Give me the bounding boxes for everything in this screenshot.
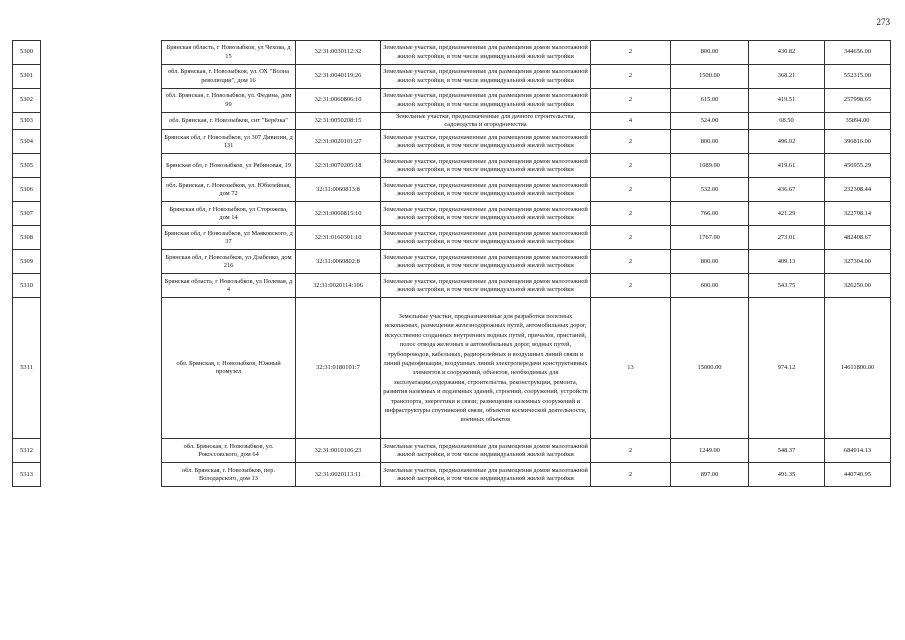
cell-row-number: 5308	[13, 226, 41, 250]
table-row	[13, 274, 891, 298]
cell-address: обл. Брянская, г. Новозыбков, ул. Юбилейная, дом 72	[162, 178, 296, 202]
cell-area: 1767.00	[671, 226, 749, 250]
table-body	[13, 41, 891, 487]
cell-spacer	[41, 298, 162, 439]
cell-area: 1089.00	[671, 154, 749, 178]
cell-cadastral-value: 232308.44	[825, 178, 891, 202]
cell-spacer	[41, 202, 162, 226]
cell-cadastral-number: 32:31:0060802:8	[296, 250, 381, 274]
cell-spacer	[41, 154, 162, 178]
cell-specific-value: 273.01	[749, 226, 825, 250]
cell-area: 897.00	[671, 463, 749, 487]
cell-row-number: 5300	[13, 41, 41, 65]
cell-use-group: 2	[591, 65, 671, 89]
table-row	[13, 439, 891, 463]
cell-land-use-purpose: Земельные участки, предназначенные для разработки полезных ископаемых, размещения железнодорожных путей, автомобильных дорог, искусственно созданных внутренних водных путей, причалов, пристаней, полос отвода железных и автомобильных дорог, водных путей, трубопроводов, кабельных, радиорелейных и воздушных линий связи и линий радиофикации, воздушных линий электропередачи конструктивных элементов и сооружений, объектов, необходимых для эксплуатации,содержания, строительства, реконструкции, ремонта, развития наземных и подземных зданий, строений, сооружений, устройств транспорта, энергетики и связи; размещения наземных сооружений и инфраструктуры спутниковой связи, объектов космической деятельности, военных объектов	[381, 298, 591, 439]
cell-land-use-purpose: Земельные участки, предназначенные для дачного строительства, садоводства и огородничества	[381, 113, 591, 130]
cell-row-number: 5303	[13, 113, 41, 130]
cell-area: 524.00	[671, 113, 749, 130]
cell-row-number: 5307	[13, 202, 41, 226]
cell-row-number: 5311	[13, 298, 41, 439]
cell-cadastral-value: 326250.00	[825, 274, 891, 298]
cell-cadastral-number: 32:31:0030112:32	[296, 41, 381, 65]
cell-address: обл. Брянская, г. Новозыбков, ул. ОХ "Волна революции", дом 16	[162, 65, 296, 89]
cell-spacer	[41, 274, 162, 298]
cell-cadastral-number: 32:31:0180101:7	[296, 298, 381, 439]
cell-land-use-purpose: Земельные участки, предназначенные для размещения домов малоэтажной жилой застройки, в том числе индивидуальной жилой застройки	[381, 202, 591, 226]
cell-specific-value: 430.82	[749, 41, 825, 65]
cell-specific-value: 419.51	[749, 89, 825, 113]
cell-address: Брянская обл, г Новозыбков, ул Дзабенко, дом 216	[162, 250, 296, 274]
cell-use-group: 2	[591, 274, 671, 298]
cell-address: Брянская область, г Новозыбков, ул Полевая, д 4	[162, 274, 296, 298]
cell-land-use-purpose: Земельные участки, предназначенные для размещения домов малоэтажной жилой застройки, в том числе индивидуальной жилой застройки	[381, 41, 591, 65]
cell-use-group: 2	[591, 178, 671, 202]
table-row	[13, 41, 891, 65]
cell-cadastral-number: 32:31:0020114:106	[296, 274, 381, 298]
cell-specific-value: 543.75	[749, 274, 825, 298]
cell-cadastral-value: 684914.13	[825, 439, 891, 463]
table-row	[13, 65, 891, 89]
table-row	[13, 178, 891, 202]
cell-cadastral-number: 32:31:0050208:15	[296, 113, 381, 130]
cell-cadastral-value: 14611800.00	[825, 298, 891, 439]
cell-spacer	[41, 439, 162, 463]
cell-use-group: 13	[591, 298, 671, 439]
cell-row-number: 5304	[13, 130, 41, 154]
cell-specific-value: 974.12	[749, 298, 825, 439]
cell-cadastral-number: 32:31:0070205:18	[296, 154, 381, 178]
cell-area: 532.00	[671, 178, 749, 202]
cell-address: обл. Брянская, г. Новозыбков, ул. Рокоссовского, дом 64	[162, 439, 296, 463]
cell-address: Брянская обл, г Новозыбков, ул 307 Дивизии, д 131	[162, 130, 296, 154]
land-cadastral-value-table	[12, 40, 891, 487]
cell-use-group: 2	[591, 130, 671, 154]
cell-cadastral-value: 456955.29	[825, 154, 891, 178]
cell-land-use-purpose: Земельные участки, предназначенные для размещения домов малоэтажной жилой застройки, в том числе индивидуальной жилой застройки	[381, 65, 591, 89]
cell-address: обл. Брянская, г. Новозыбков, снт "Берёзка"	[162, 113, 296, 130]
cell-area: 15000.00	[671, 298, 749, 439]
cell-row-number: 5306	[13, 178, 41, 202]
cell-address: обл. Брянская, г. Новозыбков, пер. Володарского, дом 13	[162, 463, 296, 487]
cell-address: Брянская область, г Новозыбков, ул Чехова, д 15	[162, 41, 296, 65]
cell-land-use-purpose: Земельные участки, предназначенные для размещения домов малоэтажной жилой застройки, в том числе индивидуальной жилой застройки	[381, 178, 591, 202]
cell-cadastral-number: 32:31:0020101:27	[296, 130, 381, 154]
cell-specific-value: 419.61	[749, 154, 825, 178]
table-row	[13, 154, 891, 178]
cell-spacer	[41, 41, 162, 65]
cell-spacer	[41, 113, 162, 130]
cell-area: 800.00	[671, 41, 749, 65]
cell-spacer	[41, 463, 162, 487]
cell-land-use-purpose: Земельные участки, предназначенные для размещения домов малоэтажной жилой застройки, в том числе индивидуальной жилой застройки	[381, 130, 591, 154]
cell-address: обл. Брянская, г. Новозыбков, Южный промузел	[162, 298, 296, 439]
cell-land-use-purpose: Земельные участки, предназначенные для размещения домов малоэтажной жилой застройки, в том числе индивидуальной жилой застройки	[381, 439, 591, 463]
cell-use-group: 2	[591, 154, 671, 178]
cell-specific-value: 491.35	[749, 463, 825, 487]
cell-cadastral-value: 552315.00	[825, 65, 891, 89]
cell-spacer	[41, 226, 162, 250]
cell-cadastral-number: 32:31:0040119:26	[296, 65, 381, 89]
cell-specific-value: 548.37	[749, 439, 825, 463]
cell-land-use-purpose: Земельные участки, предназначенные для размещения домов малоэтажной жилой застройки, в том числе индивидуальной жилой застройки	[381, 89, 591, 113]
page-number: 273	[876, 17, 890, 27]
cell-cadastral-number: 32:31:0010106:23	[296, 439, 381, 463]
cell-cadastral-value: 35894.00	[825, 113, 891, 130]
cell-area: 1249.00	[671, 439, 749, 463]
cell-land-use-purpose: Земельные участки, предназначенные для размещения домов малоэтажной жилой застройки, в том числе индивидуальной жилой застройки	[381, 463, 591, 487]
cell-cadastral-value: 257998.65	[825, 89, 891, 113]
cell-cadastral-value: 344656.00	[825, 41, 891, 65]
cell-cadastral-value: 440740.95	[825, 463, 891, 487]
cell-spacer	[41, 89, 162, 113]
cell-row-number: 5301	[13, 65, 41, 89]
cell-specific-value: 421.29	[749, 202, 825, 226]
table-row	[13, 113, 891, 130]
cell-address: Брянская обл, г Новозыбков, ул Рябиновая, 19	[162, 154, 296, 178]
table-row	[13, 298, 891, 439]
cell-land-use-purpose: Земельные участки, предназначенные для размещения домов малоэтажной жилой застройки, в том числе индивидуальной жилой застройки	[381, 226, 591, 250]
cell-specific-value: 68.50	[749, 113, 825, 130]
cell-row-number: 5313	[13, 463, 41, 487]
cell-area: 615.00	[671, 89, 749, 113]
cell-row-number: 5312	[13, 439, 41, 463]
table-row	[13, 202, 891, 226]
cell-address: обл. Брянская, г. Новозыбков, ул. Федина, дом 99	[162, 89, 296, 113]
table-row	[13, 226, 891, 250]
cell-address: Брянская обл, г Новозыбков, ул Сторожева, дом 14	[162, 202, 296, 226]
cell-row-number: 5310	[13, 274, 41, 298]
cell-specific-value: 496.02	[749, 130, 825, 154]
cell-use-group: 2	[591, 41, 671, 65]
cell-specific-value: 409.13	[749, 250, 825, 274]
cell-area: 600.00	[671, 274, 749, 298]
cell-row-number: 5302	[13, 89, 41, 113]
table-row	[13, 130, 891, 154]
cell-cadastral-value: 482408.67	[825, 226, 891, 250]
cell-cadastral-number: 32:31:0060815:10	[296, 202, 381, 226]
cell-cadastral-number: 32:31:0160301:10	[296, 226, 381, 250]
cell-area: 1500.00	[671, 65, 749, 89]
cell-spacer	[41, 178, 162, 202]
cell-spacer	[41, 250, 162, 274]
cell-use-group: 2	[591, 202, 671, 226]
cell-area: 800.00	[671, 250, 749, 274]
cell-use-group: 2	[591, 250, 671, 274]
cell-address: Брянская обл, г Новозыбков, ул Маяковского, д 37	[162, 226, 296, 250]
cell-land-use-purpose: Земельные участки, предназначенные для размещения домов малоэтажной жилой застройки, в том числе индивидуальной жилой застройки	[381, 250, 591, 274]
cell-cadastral-value: 327304.00	[825, 250, 891, 274]
cell-land-use-purpose: Земельные участки, предназначенные для размещения домов малоэтажной жилой застройки, в том числе индивидуальной жилой застройки	[381, 154, 591, 178]
cell-row-number: 5305	[13, 154, 41, 178]
cell-land-use-purpose: Земельные участки, предназначенные для размещения домов малоэтажной жилой застройки, в том числе индивидуальной жилой застройки	[381, 274, 591, 298]
cell-use-group: 2	[591, 226, 671, 250]
cell-spacer	[41, 130, 162, 154]
table-row	[13, 89, 891, 113]
cell-cadastral-number: 32:31:0060806:10	[296, 89, 381, 113]
table-row	[13, 463, 891, 487]
cell-area: 766.00	[671, 202, 749, 226]
table-row	[13, 250, 891, 274]
cell-cadastral-number: 32:31:0060813:8	[296, 178, 381, 202]
cell-row-number: 5309	[13, 250, 41, 274]
cell-use-group: 2	[591, 439, 671, 463]
cell-use-group: 2	[591, 89, 671, 113]
cell-cadastral-value: 396816.00	[825, 130, 891, 154]
cell-spacer	[41, 65, 162, 89]
cell-use-group: 2	[591, 463, 671, 487]
cell-specific-value: 436.67	[749, 178, 825, 202]
cell-specific-value: 368.21	[749, 65, 825, 89]
cell-cadastral-number: 32:31:0020113:11	[296, 463, 381, 487]
cell-cadastral-value: 322708.14	[825, 202, 891, 226]
cell-use-group: 4	[591, 113, 671, 130]
cell-area: 800.00	[671, 130, 749, 154]
